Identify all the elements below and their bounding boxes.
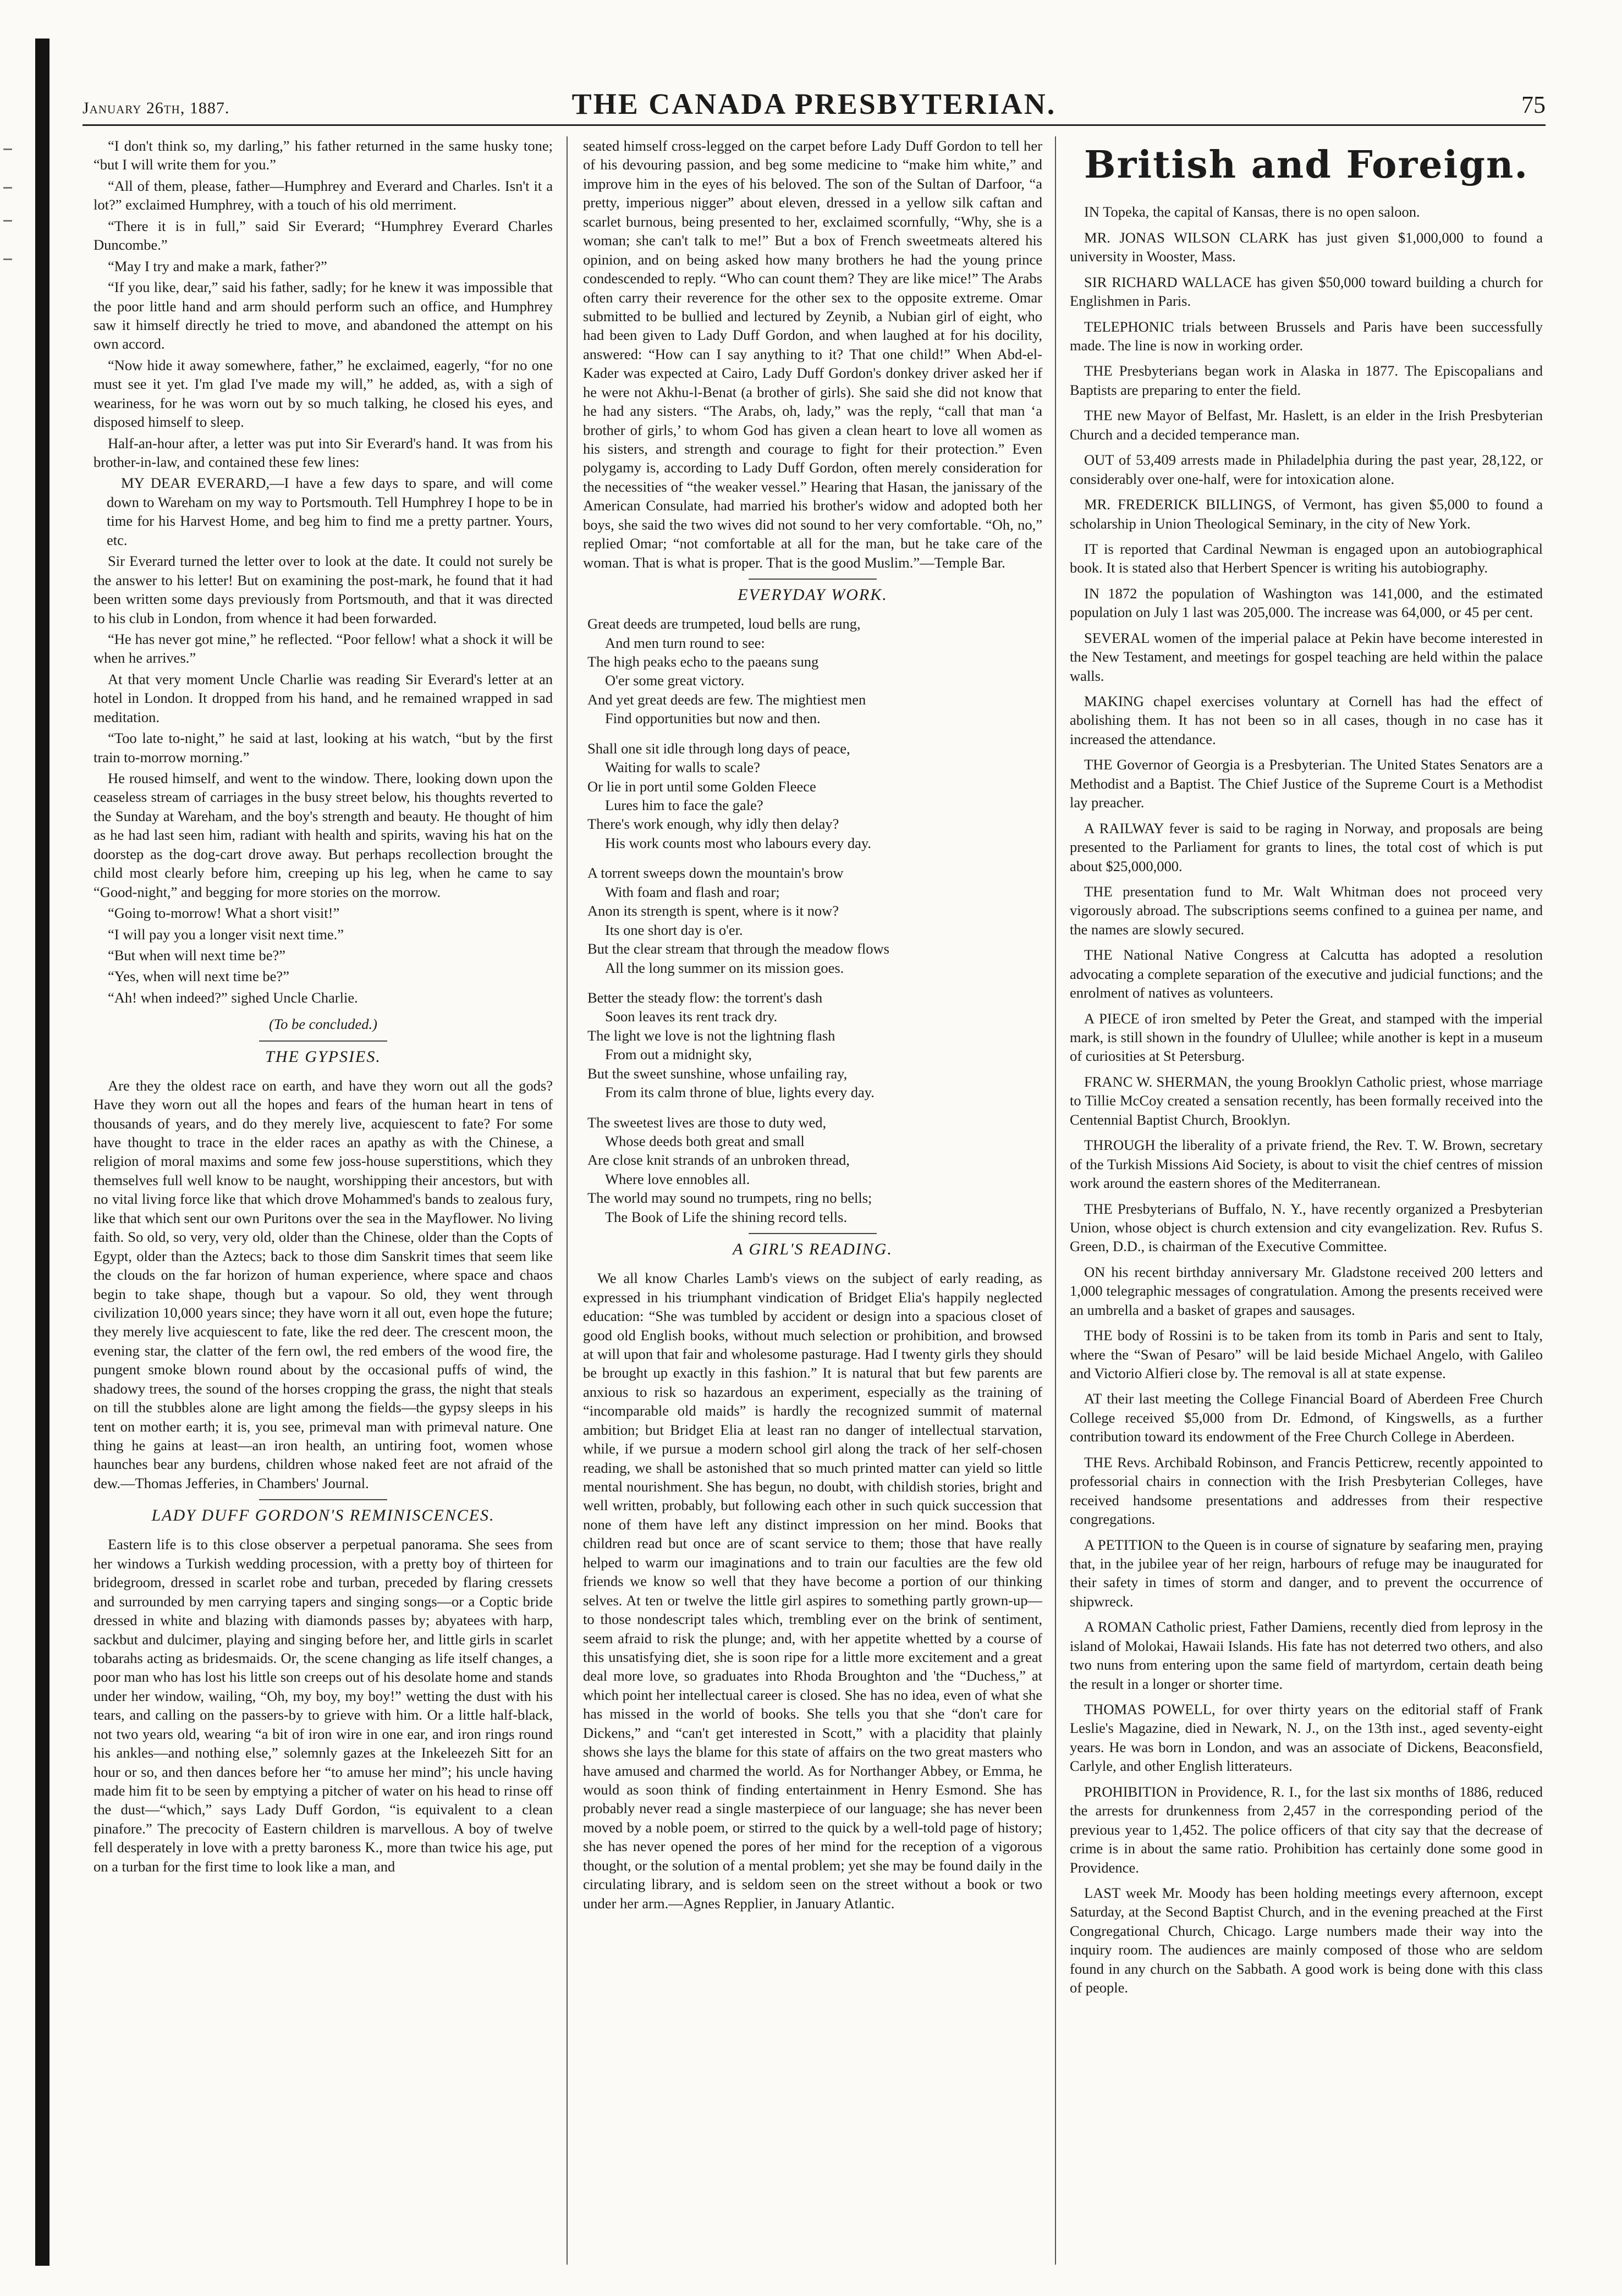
poem-line: Are close knit strands of an unbroken thread, bbox=[587, 1152, 850, 1169]
poem-line: All the long summer on its mission goes. bbox=[605, 959, 844, 976]
margin-mark bbox=[3, 258, 12, 260]
news-item: AT their last meeting the College Financial Board of Aberdeen Free Church College received $5,000 from Dr. Edmond, of Kingswells, as a further contribution toward its endowment of the Free Church College in Aberdeen. bbox=[1070, 1390, 1543, 1445]
paragraph: We all know Charles Lamb's views on the subject of early reading, as expressed in his triumphant vindication of Bridget Elia's happily neglected education: “She was tumbled by accident or design into a spacious closet of good old English books, without much selection or prohibition, and browsed at will upon that fair and wholesome pasturage. Had I twenty girls they should be brought up exactly in this fashion.” It is natural that but few parents are anxious to risk so hazardous an experiment, especially as the training of “incomparable old maids” is hardly the recognized summit of maternal ambition; but Bridget Elia at least ran no danger of intellectual starvation, while, if we pursue a modern school girl along the track of her self-chosen reading, we shall be astonished that so much printed matter can yield so little mental nourishment. She has begun, no doubt, with childish stories, bright and well written, probably, but following each other in such quick succession that none of them have left any distinct impression on her mind. Books that children read but once are of scant service to them; those that have really helped to warm our imaginations and to train our faculties are the few old friends we know so well that they have become a portion of our thinking selves. At ten or twelve the little girl aspires to something partly grown-up—to those nondescript tales which, trembling ever on the brink of sentiment, seem afraid to risk the plunge; and, with her appetite whetted by a course of this unsatisfying diet, she is soon ripe for a little more excitement and a great deal more love, so graduates into Rhoda Broughton and 'the “Duchess,” at which point her intellectual career is closed. She has no idea, even of what she has missed in the world of books. She tells you that she “don't care for Dickens,” and “can't get interested in Scott,” with a placidity that plainly shows she lays the blame for this state of affairs on the two great masters who have amused and charmed the world. As for Northanger Abbey, or Emma, he would as soon think of finding entertainment in Henry Esmond. She has probably never read a single masterpiece of our language; she has never been moved by a noble poem, or stirred to the quick by a well-told page of history; she has never opened the pores of her mind for the reception of a vigorous thought, or the solution of a mental problem; yet she may be found daily in the circulating library, and is seldom seen on the street without a book or two under her arm.—Agnes Repplier, in January Atlantic. bbox=[583, 1270, 1042, 1912]
letter-text: MY DEAR EVERARD,—I have a few days to spare, and will come down to Wareham on my way to Portsmouth. Tell Humphrey I hope to be in time for his Harvest Home, and beg him to find me a pretty partner. Yours, etc. bbox=[107, 475, 553, 548]
to-be-concluded: (To be concluded.) bbox=[269, 1016, 377, 1033]
paragraph: “Yes, when will next time be?” bbox=[108, 968, 289, 985]
poem-stanza bbox=[583, 1113, 1042, 1227]
poem-line: The high peaks echo to the paeans sung bbox=[587, 653, 819, 670]
poem-line: Better the steady flow: the torrent's dash bbox=[587, 989, 823, 1006]
news-item: THE new Mayor of Belfast, Mr. Haslett, is an elder in the Irish Presbyterian Church and a decided temperance man. bbox=[1070, 407, 1543, 443]
article-title-duff-gordon: LADY DUFF GORDON'S REMINISCENCES. bbox=[94, 1505, 553, 1526]
news-item: THE Revs. Archibald Robinson, and Francis Petticrew, recently appointed to professorial chairs in connection with the Irish Presbyterian Colleges, have received handsome presentations and addresses from their respective congregations. bbox=[1070, 1453, 1543, 1528]
poem-line: There's work enough, why idly then delay? bbox=[587, 816, 839, 833]
section-title-british-and-foreign: British and Foreign. bbox=[1084, 143, 1528, 187]
paragraph: seated himself cross-legged on the carpet before Lady Duff Gordon to tell her of his devouring passion, and beg some medicine to “make him white,” and improve him in the eyes of his beloved. The son of the Sultan of Darfoor, “a pretty, imperious nigger” about eleven, dressed in a yellow silk caftan and scarlet burnous, being presented to her, exclaimed scornfully, “Why, she is a woman; she can't talk to me!” But a box of French sweetmeats altered his opinion, and on being asked how many brothers he had the young prince condescended to reply. “Who can count them? They are like mice!” The Arabs often carry their reverence for the other sex to the opposite extreme. Omar submitted to be bullied and lectured by Zeynib, a Nubian girl of eight, who had been given to Lady Duff Gordon, and when laughed at for his docility, answered: “How can I say anything to it? That one child!” When Abd-el-Kader was expected at Cairo, Lady Duff Gordon's donkey driver asked her if he were not Akhu-l-Benat (a brother of girls). She said she did not know that he had any sisters. “The Arabs, oh, lady,” was the reply, “call that man ‘a brother of girls,’ to whom God has given a clean heart to love all women as his sisters, and strength and courage to fight for their protection.” Even polygamy is, according to Lady Duff Gordon, often merely consideration for the necessities of “the weaker vessel.” Hearing that Hasan, the janissary of the American Consulate, had married his brother's widow and adopted both her boys, she said the two wives did not sound to her very comfortable. “Oh, no,” replied Omar; “not comfortable at all for the man, but he take care of the woman. That is what is proper. That is the good Muslim.”—Temple Bar. bbox=[583, 137, 1042, 571]
paragraph: Sir Everard turned the letter over to look at the date. It could not surely be the answer to his letter! But on examining the post-mark, he found that it had been written some days previously from Portsmouth, and that it was directed to his club in London, from whence it had been forwarded. bbox=[94, 553, 553, 626]
news-item: IN 1872 the population of Washington was 141,000, and the estimated population on July 1 last was 205,000. The increase was 64,000, or 45 per cent. bbox=[1070, 585, 1543, 621]
news-item: IT is reported that Cardinal Newman is engaged upon an autobiographical book. It is stated also that Herbert Spencer is writing his autobiography. bbox=[1070, 540, 1543, 576]
news-item: A ROMAN Catholic priest, Father Damiens, recently died from leprosy in the island of Molokai, Hawaii Islands. His fate has not deterred two others, and also two nuns from entering upon the same field of martyrdom, certain death being the result in a longer or shorter time. bbox=[1070, 1618, 1543, 1692]
poem-stanza bbox=[583, 988, 1042, 1102]
news-item: THE body of Rossini is to be taken from its tomb in Paris and sent to Italy, where the “Swan of Pesaro” will be laid beside Michael Angelo, with Galileo and Victorio Alfieri close by. The removal is all at state expense. bbox=[1070, 1327, 1543, 1382]
poem-line: Find opportunities but now and then. bbox=[605, 710, 821, 727]
paragraph: “Going to-morrow! What a short visit!” bbox=[108, 905, 340, 922]
news-item: MR. FREDERICK BILLINGS, of Vermont, has given $5,000 to found a scholarship in Union Theological Seminary, in the city of New York. bbox=[1070, 496, 1543, 532]
poem-line: O'er some great victory. bbox=[605, 672, 745, 689]
header-rule bbox=[83, 124, 1546, 126]
poem-line: A torrent sweeps down the mountain's brow bbox=[587, 865, 844, 882]
poem-line: The sweetest lives are those to duty wed, bbox=[587, 1114, 827, 1131]
news-item: MAKING chapel exercises voluntary at Cornell has had the effect of abolishing them. It has not been so in all cases, though in no case has it increased the attendance. bbox=[1070, 693, 1543, 747]
news-item: THROUGH the liberality of a private friend, the Rev. T. W. Brown, secretary of the Turkish Missions Aid Society, is about to visit the chief centres of mission work around the eastern shores of the Mediterranean. bbox=[1070, 1137, 1543, 1192]
paragraph: “If you like, dear,” said his father, sadly; for he knew it was impossible that the poor little hand and arm should perform such an office, and Humphrey saw it himself directly he tried to move, and abandoned the attempt on his own accord. bbox=[94, 279, 553, 353]
poem-line: And men turn round to see: bbox=[605, 634, 765, 651]
poem-line: But the clear stream that through the meadow flows bbox=[587, 940, 889, 957]
poem-line: The Book of Life the shining record tells. bbox=[605, 1208, 848, 1225]
news-item: SIR RICHARD WALLACE has given $50,000 toward building a church for Englishmen in Paris. bbox=[1070, 273, 1543, 310]
page-number: 75 bbox=[1521, 91, 1546, 118]
paragraph: Half-an-hour after, a letter was put into Sir Everard's hand. It was from his brother-in-law, and contained these few lines: bbox=[94, 434, 553, 470]
column-divider bbox=[567, 136, 568, 2265]
paragraph: “There it is in full,” said Sir Everard; “Humphrey Everard Charles Duncombe.” bbox=[94, 217, 553, 254]
poem-line: Whose deeds both great and small bbox=[605, 1133, 805, 1149]
news-item: A RAILWAY fever is said to be raging in Norway, and proposals are being presented to the Parliament for grants to lines, the total cost of which is put about $25,000,000. bbox=[1070, 819, 1543, 874]
news-item: THE Presbyterians of Buffalo, N. Y., have recently organized a Presbyterian Union, whose object is church extension and city evangelization. Rev. Rufus S. Green, D.D., is chairman of the Executive Committee. bbox=[1070, 1200, 1543, 1255]
scan-binding-edge bbox=[35, 38, 50, 2266]
poem-line: But the sweet sunshine, whose unfailing ray, bbox=[587, 1065, 848, 1082]
poem-line: From out a midnight sky, bbox=[605, 1046, 752, 1063]
article-title-girls-reading: A GIRL'S READING. bbox=[583, 1238, 1042, 1260]
poem-line: From its calm throne of blue, lights every day. bbox=[605, 1084, 875, 1101]
news-item: SEVERAL women of the imperial palace at Pekin have become interested in the New Testament, and meetings for gospel teaching are held within the palace walls. bbox=[1070, 629, 1543, 684]
news-item: ON his recent birthday anniversary Mr. Gladstone received 200 letters and 1,000 telegraphic messages of congratulation. Among the presents received were an umbrella and a basket of grapes and sausages. bbox=[1070, 1263, 1543, 1318]
paragraph: “He has never got mine,” he reflected. “Poor fellow! what a shock it will be when he arrives.” bbox=[94, 630, 553, 667]
poem-line: With foam and flash and roar; bbox=[605, 883, 780, 900]
poem-line: Soon leaves its rent track dry. bbox=[605, 1008, 778, 1025]
serial-story bbox=[94, 136, 553, 1034]
paragraph: “I don't think so, my darling,” his father returned in the same husky tone; “but I will write them for you.” bbox=[94, 137, 553, 173]
poem-line: Anon its strength is spent, where is it now? bbox=[587, 902, 839, 919]
poem-stanza bbox=[583, 614, 1042, 728]
poem-line: Waiting for walls to scale? bbox=[605, 759, 760, 776]
poem-line: Great deeds are trumpeted, loud bells are rung, bbox=[587, 615, 861, 632]
paragraph: “Too late to-night,” he said at last, looking at his watch, “but by the first train to-morrow morning.” bbox=[94, 730, 553, 766]
news-item: LAST week Mr. Moody has been holding meetings every afternoon, except Saturday, at the Second Baptist Church, and in the evening preached at the First Congregational Church, Chicago. Large numbers made their way into the inquiry room. The audiences are mainly composed of those who are seldom found in any church on the Sabbath. A good work is being done with this class of people. bbox=[1070, 1884, 1543, 1996]
paragraph: “All of them, please, father—Humphrey and Everard and Charles. Isn't it a lot?” exclaimed Humphrey, with a touch of his old merriment. bbox=[94, 177, 553, 213]
column-3 bbox=[1070, 136, 1543, 2270]
poem-title-everyday-work: EVERYDAY WORK. bbox=[583, 584, 1042, 605]
poem-line: Lures him to face the gale? bbox=[605, 797, 763, 813]
news-item: A PIECE of iron smelted by Peter the Great, and stamped with the imperial mark, is still shown in the foundry of Ulullee; while another is kept in a museum of curiosities at St Petersburg. bbox=[1070, 1010, 1543, 1065]
poem-line: Its one short day is o'er. bbox=[605, 921, 743, 938]
paragraph: At that very moment Uncle Charlie was reading Sir Everard's letter at an hotel in London. It dropped from his hand, and he remained wrapped in sad meditation. bbox=[94, 670, 553, 725]
poem-line: Or lie in port until some Golden Fleece bbox=[587, 778, 816, 795]
article-title-gypsies: THE GYPSIES. bbox=[94, 1046, 553, 1067]
paragraph: “I will pay you a longer visit next time.” bbox=[108, 926, 344, 943]
poem-stanza bbox=[583, 863, 1042, 977]
masthead-title: THE CANADA PRESBYTERIAN. bbox=[571, 87, 1057, 120]
news-item: THE Governor of Georgia is a Presbyterian. The United States Senators are a Methodist and a Baptist. The Chief Justice of the Supreme Court is a Methodist lay preacher. bbox=[1070, 756, 1543, 811]
poem-line: Where love ennobles all. bbox=[605, 1170, 750, 1187]
poem-line: The light we love is not the lightning flash bbox=[587, 1027, 835, 1044]
issue-date: January 26th, 1887. bbox=[83, 99, 230, 117]
poem-line: His work counts most who labours every day. bbox=[605, 834, 872, 851]
poem-line: The world may sound no trumpets, ring no bells; bbox=[587, 1190, 872, 1207]
margin-mark bbox=[3, 220, 12, 222]
news-item: THOMAS POWELL, for over thirty years on the editorial staff of Frank Leslie's Magazine, died in Newark, N. J., on the 13th inst., aged seventy-eight years. He was born in London, and was an associate of Dickens, Beaconsfield, Carlyle, and other English litterateurs. bbox=[1070, 1701, 1543, 1775]
column-1 bbox=[94, 136, 553, 2270]
column-divider bbox=[1055, 136, 1056, 2265]
paragraph: Eastern life is to this close observer a perpetual panorama. She sees from her windows a Turkish wedding procession, with a pretty boy of thirteen for bridegroom, dressed in scarlet robe and turban, preceded by flaring cressets and surrounded by men carrying tapers and singing songs—or a Coptic bride dressed in white and blazing with diamonds passes by; abyatees with harp, sackbut and dulcimer, playing and singing before her, and little girls in scarlet tobarahs acting as bridesmaids. Or, the scene changing as life itself changes, a poor man who has lost his little son creeps out of his desolate home and stands under her window, wailing, “Oh, my boy, my boy!” wetting the dust with his tears, and calling on the passers-by to grieve with him. Or a little half-black, not two years old, wearing “a bit of iron wire in one ear, and iron rings round his ankles—and nothing else,” solemnly gazes at the Inkeleezeh Sitt for an hour or so, and then dances before her “to amuse her mind”; his uncle having made him fit to be seen by emptying a pitcher of water on his head to rinse off the dust—“which,” says Lady Duff Gordon, “is equivalent to a clean pinafore.” The precocity of Eastern children is marvellous. A boy of twelve fell desperately in love with a pretty baroness K., more than twice his age, put on a turban for the first time to look like a man, and bbox=[94, 1536, 553, 1875]
poem-line: And yet great deeds are few. The mightiest men bbox=[587, 691, 866, 708]
news-item: IN Topeka, the capital of Kansas, there is no open saloon. bbox=[1084, 203, 1420, 221]
paragraph: “May I try and make a mark, father?” bbox=[108, 257, 327, 274]
news-item: THE presentation fund to Mr. Walt Whitman does not proceed very vigorously abroad. The subscriptions seems confined to a guinea per name, and the names are slowly secured. bbox=[1070, 883, 1543, 938]
poem-stanza bbox=[583, 739, 1042, 853]
paragraph: Are they the oldest race on earth, and have they worn out all the gods? Have they worn out all the hopes and fears of the human heart in tens of thousands of years, and do they merely live, acquiescent to fate? For some have thought to trace in the elder races an apathy as with the Chinese, a religion of moral maxims and some few joss-house superstitions, which they themselves full well know to be naught, worshipping their ancestors, but with no vital living force like that which drove Mohammed's bands to zealous fury, like that which sent our own Puritons over the sea in the Mayflower. No living faith. So old, so very, very old, older than the Chinese, older than the Copts of Egypt, older than the Aztecs; back to those dim Sanskrit times that seem like the clouds on the far horizon of human experience, where space and chaos begin to take shape, though but a vapour. So old, they went through civilization 10,000 years since; they have worn it all out, even hope the future; they merely live acquiescent to fate, like the red deer. The crescent moon, the evening star, the clatter of the fern owl, the red embers of the wood fire, the pungent smoke blown round about by the occasional puffs of wind, the shadowy trees, the sound of the horses cropping the grass, the night that steals on till the stubbles alone are light among the fields—the gypsy sleeps in his tent on mother earth; it is, you see, primeval man with primeval nature. One thing he gains at least—an iron health, an untiring foot, women whose haunches bear any burdens, children whose naked feet are not afraid of the dew.—Thomas Jefferies, in Chambers' Journal. bbox=[94, 1077, 553, 1491]
paragraph: He roused himself, and went to the window. There, looking down upon the ceaseless stream of carriages in the busy street below, his thoughts reverted to the Sunday at Wareham, and the boy's strength and beauty. He thought of him as he had last seen him, radiant with health and spirits, waving his hat on the doorstep as the dog-cart drove away. But perhaps recollection brought the child most clearly before him, creeping up his leg, when he came to say “Good-night,” and begging for more stories on the morrow. bbox=[94, 770, 553, 900]
news-item: OUT of 53,409 arrests made in Philadelphia during the past year, 28,122, or considerably over one-half, were for intoxication alone. bbox=[1070, 452, 1543, 487]
paragraph: “Now hide it away somewhere, father,” he exclaimed, eagerly, “for no one must see it yet. I'm glad I've made my will,” he added, as, with a sigh of weariness, for he was worn out by so much talking, he closed his eyes, and disposed himself to sleep. bbox=[94, 356, 553, 431]
paragraph: “But when will next time be?” bbox=[108, 946, 286, 963]
paragraph: “Ah! when indeed?” sighed Uncle Charlie. bbox=[108, 989, 358, 1006]
news-item: MR. JONAS WILSON CLARK has just given $1,000,000 to found a university in Wooster, Mass. bbox=[1070, 229, 1543, 265]
column-2 bbox=[583, 136, 1042, 2270]
news-item: TELEPHONIC trials between Brussels and Paris have been successfully made. The line is now in working order. bbox=[1070, 318, 1543, 354]
news-item: A PETITION to the Queen is in course of signature by seafaring men, praying that, in the jubilee year of her reign, harbours of refuge may be inaugurated for their safety in times of storm and danger, and to prevent the occurrence of shipwreck. bbox=[1070, 1536, 1543, 1610]
page-header bbox=[83, 82, 1546, 121]
poem-line: Shall one sit idle through long days of peace, bbox=[587, 740, 850, 757]
news-item: THE Presbyterians began work in Alaska in 1877. The Episcopalians and Baptists are preparing to enter the field. bbox=[1070, 362, 1543, 398]
news-item: PROHIBITION in Providence, R. I., for the last six months of 1886, reduced the arrests for drunkenness from 2,457 in the corresponding period of the previous year to 1,452. The police officers of that city say that the decrease of crime is in about the same ratio. Prohibition has certainly done some good in Providence. bbox=[1070, 1783, 1543, 1876]
news-item: FRANC W. SHERMAN, the young Brooklyn Catholic priest, whose marriage to Tillie McCoy created a sensation recently, has been formally received into the Centennial Baptist Church, Brooklyn. bbox=[1070, 1073, 1543, 1128]
news-item: THE National Native Congress at Calcutta has adopted a resolution advocating a complete separation of the executive and judicial functions; and the enrolment of natives as volunteers. bbox=[1070, 946, 1543, 1001]
margin-mark bbox=[3, 148, 12, 150]
margin-mark bbox=[3, 187, 12, 189]
